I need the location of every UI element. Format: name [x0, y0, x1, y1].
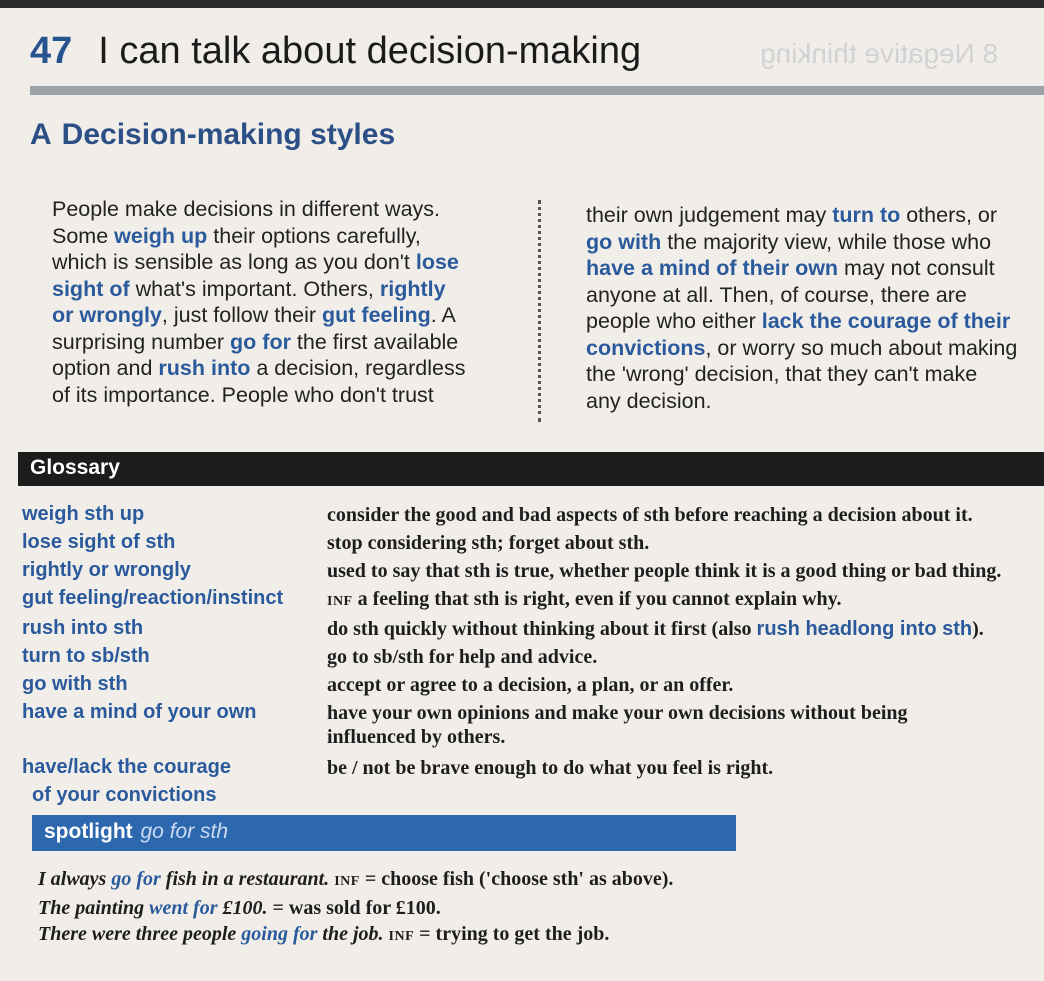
glossary-term-line: lose sight of sth	[22, 531, 176, 553]
text-line	[586, 282, 1042, 309]
text-run: a feeling that sth is right, even if you cannot explain why.	[352, 588, 842, 610]
unit-header	[30, 30, 641, 73]
glossary-term-line: rush into sth	[22, 617, 144, 639]
informal-label: INF	[388, 929, 415, 944]
text-run: , or worry so much about making	[705, 335, 1018, 360]
text-run: people who either	[586, 309, 762, 333]
key-phrase: went for	[149, 897, 218, 919]
text-line	[52, 382, 482, 409]
definition-line	[327, 531, 649, 555]
text-line	[586, 229, 1042, 256]
definition-line	[327, 673, 733, 697]
text-line	[52, 223, 482, 250]
glossary-term-line: have a mind of your own	[22, 701, 257, 723]
text-run: accept or agree to a decision, a plan, or an offer.	[327, 674, 734, 696]
glossary-term-line: have/lack the courage	[22, 756, 231, 778]
glossary-term-line: rightly or wrongly	[22, 559, 191, 581]
glossary-term	[22, 670, 327, 698]
text-run: the job.	[317, 923, 389, 945]
key-phrase: sight of	[52, 276, 130, 301]
glossary-term	[22, 528, 327, 556]
text-run: anyone at all. Then, of course, there are	[586, 282, 967, 307]
glossary-term-line: gut feeling/reaction/instinct	[22, 587, 284, 609]
glossary-title: Glossary	[30, 456, 120, 479]
text-line	[52, 302, 482, 329]
key-phrase: go for	[230, 329, 291, 354]
text-run: consider the good and bad aspects of sth before reaching a decision about it.	[327, 504, 973, 526]
text-run: others, or	[900, 203, 998, 227]
unit-title: I can talk about decision-making	[98, 30, 642, 72]
key-phrase: going for	[241, 923, 318, 945]
glossary-entry	[22, 500, 1044, 528]
spotlight-example	[38, 866, 673, 895]
text-run: may not consult	[838, 256, 995, 280]
text-run: surprising number	[52, 329, 231, 354]
spotlight-example	[38, 921, 673, 950]
glossary-entry	[22, 642, 1044, 670]
text-run: . A	[430, 303, 456, 327]
glossary-term	[22, 698, 327, 749]
definition-line	[327, 503, 973, 527]
glossary-definition	[327, 556, 1001, 584]
spotlight-header	[32, 815, 736, 851]
text-run: used to say that sth is true, whether people think it is a good thing or bad thing.	[327, 560, 1002, 582]
text-run: Some	[52, 223, 115, 248]
text-line	[586, 388, 1042, 415]
glossary-definition	[327, 642, 597, 670]
key-phrase: go with	[586, 229, 662, 254]
text-run: = was sold for £100.	[272, 897, 441, 919]
text-run: do sth quickly without thinking about it first (also	[327, 618, 757, 640]
definition-line	[327, 701, 908, 725]
top-border	[0, 0, 1044, 8]
text-line	[586, 335, 1042, 362]
text-run: People make decisions in different ways.	[52, 197, 441, 221]
definition-line	[327, 725, 908, 749]
key-phrase: lose	[415, 250, 459, 274]
bleed-through-text: 8 Negative thinking	[760, 38, 999, 69]
spotlight-examples	[38, 866, 673, 950]
glossary-definition	[327, 670, 733, 698]
header-rule	[30, 86, 1044, 95]
glossary-term	[22, 584, 327, 614]
text-run: which is sensible as long as you don't	[52, 250, 416, 274]
unit-number: 47	[30, 30, 73, 72]
text-run: stop considering sth; forget about sth.	[327, 532, 650, 554]
informal-label: INF	[334, 874, 360, 889]
text-line	[586, 255, 1042, 282]
informal-label: INF	[327, 594, 353, 609]
glossary-term	[22, 500, 327, 528]
text-run: the majority view, while those who	[661, 229, 992, 254]
text-run: influenced by others.	[327, 726, 506, 748]
intro-text-left-column	[52, 196, 482, 408]
glossary-term-line: go with sth	[22, 673, 128, 695]
glossary-definition	[327, 584, 842, 614]
glossary-entry	[22, 584, 1044, 614]
text-run: The painting	[38, 897, 150, 919]
glossary-list	[22, 500, 1044, 809]
glossary-term-line: of your convictions	[32, 784, 217, 806]
text-run: = choose fish ('choose sth' as above).	[359, 868, 674, 890]
text-run: £100.	[217, 897, 273, 919]
text-run: option and	[52, 356, 159, 380]
text-run: have your own opinions and make your own decisions without being	[327, 702, 908, 724]
glossary-definition	[327, 698, 908, 749]
text-run: , just follow their	[161, 303, 323, 327]
key-phrase: weigh up	[114, 223, 208, 248]
glossary-header	[18, 452, 1044, 486]
text-line	[586, 202, 1042, 229]
text-line	[52, 276, 482, 303]
definition-line	[327, 645, 597, 669]
glossary-entry	[22, 753, 1044, 809]
glossary-term-line: turn to sb/sth	[22, 645, 150, 667]
text-run: the 'wrong' decision, that they can't make	[586, 362, 978, 386]
key-phrase: lack the courage of their	[761, 309, 1011, 333]
column-divider	[538, 200, 541, 422]
text-run: I always	[38, 868, 112, 890]
glossary-entry	[22, 698, 1044, 749]
glossary-definition	[327, 614, 984, 642]
definition-line	[327, 559, 1001, 583]
text-run: go to sb/sth for help and advice.	[327, 646, 598, 668]
text-run: the first available	[290, 329, 459, 354]
intro-text-right-column	[586, 202, 1042, 414]
text-line	[586, 361, 1042, 388]
glossary-term	[22, 614, 327, 642]
key-phrase: go for	[111, 868, 161, 890]
glossary-definition	[327, 528, 649, 556]
text-run: be / not be brave enough to do what you feel is right.	[327, 757, 774, 779]
glossary-definition	[327, 500, 973, 528]
definition-line	[327, 617, 984, 641]
text-run: what's important. Others,	[129, 276, 380, 301]
glossary-term	[22, 642, 327, 670]
glossary-entry	[22, 670, 1044, 698]
glossary-term	[22, 556, 327, 584]
key-phrase: turn to	[832, 203, 901, 227]
text-run: their own judgement may	[586, 203, 833, 227]
text-line	[52, 355, 482, 382]
text-line	[586, 308, 1042, 335]
key-phrase: gut feeling	[322, 303, 431, 327]
text-run: = trying to get the job.	[414, 923, 610, 945]
text-run: of its importance. People who don't trust	[52, 382, 434, 407]
key-phrase: convictions	[586, 335, 706, 360]
section-title-text: Decision-making styles	[61, 118, 396, 151]
key-phrase: rush into	[158, 356, 251, 380]
text-run: There were three people	[38, 923, 242, 945]
key-phrase: rush headlong into sth	[756, 618, 973, 640]
text-line	[52, 196, 482, 223]
definition-line	[327, 756, 773, 780]
text-run: ).	[972, 618, 984, 640]
spotlight-phrase: go for sth	[140, 820, 229, 843]
glossary-term	[22, 753, 327, 809]
text-line	[52, 329, 482, 356]
text-run: their options carefully,	[207, 223, 421, 248]
section-title	[30, 118, 395, 152]
key-phrase: have a mind of their own	[586, 256, 839, 280]
glossary-entry	[22, 614, 1044, 642]
glossary-definition	[327, 753, 773, 809]
section-letter: A	[30, 118, 52, 151]
key-phrase: or wrongly	[52, 303, 162, 327]
text-line	[52, 249, 482, 276]
definition-line	[327, 587, 842, 614]
text-run: any decision.	[586, 388, 712, 413]
glossary-term-line: weigh sth up	[22, 503, 145, 525]
glossary-entry	[22, 556, 1044, 584]
text-run: fish in a restaurant.	[160, 868, 335, 890]
spotlight-label: spotlight	[44, 820, 133, 843]
spotlight-example	[38, 895, 673, 921]
glossary-entry	[22, 528, 1044, 556]
key-phrase: rightly	[379, 276, 446, 301]
text-run: a decision, regardless	[250, 356, 466, 380]
